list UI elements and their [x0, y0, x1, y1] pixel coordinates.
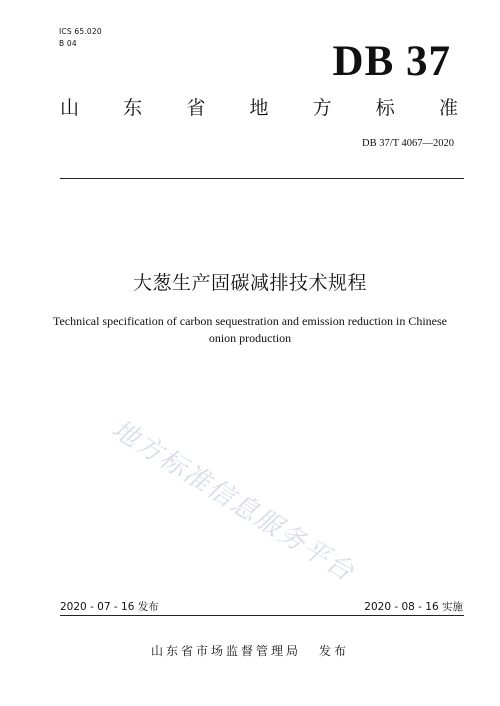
standard-type-char: 山 [60, 97, 80, 119]
standard-type-char: 准 [438, 97, 458, 119]
title-english [40, 313, 460, 347]
title-english-line: Technical specification of carbon sequestration and emission reduction in Chinese [52, 314, 448, 328]
header-divider [60, 178, 464, 179]
implementation-date: 2020 - 08 - 16 实施 [364, 601, 463, 613]
watermark: 地方标准信息服务平台 [106, 414, 360, 589]
standard-type-char: 标 [375, 97, 395, 119]
publisher-name: 山东省市场监督管理局 [150, 644, 301, 658]
publisher [0, 642, 500, 660]
footer-divider [60, 615, 464, 616]
standard-type-char: 省 [186, 97, 206, 119]
standard-type-char: 东 [123, 97, 143, 119]
db-standard-mark: DB 37 [332, 38, 451, 85]
title-chinese: 大葱生产固碳减排技术规程 [132, 272, 367, 294]
title-english-line: onion production [208, 331, 292, 345]
standard-type-char: 地 [249, 97, 269, 119]
ccs-code: B 04 [59, 39, 77, 48]
ics-code: ICS 65.020 [59, 27, 102, 36]
standard-number: DB 37/T 4067—2020 [362, 138, 454, 149]
standard-type [60, 95, 458, 121]
classification-codes [59, 26, 102, 50]
standard-type-char: 方 [312, 97, 332, 119]
issue-date: 2020 - 07 - 16 发布 [60, 601, 159, 613]
publisher-action: 发布 [319, 644, 350, 658]
